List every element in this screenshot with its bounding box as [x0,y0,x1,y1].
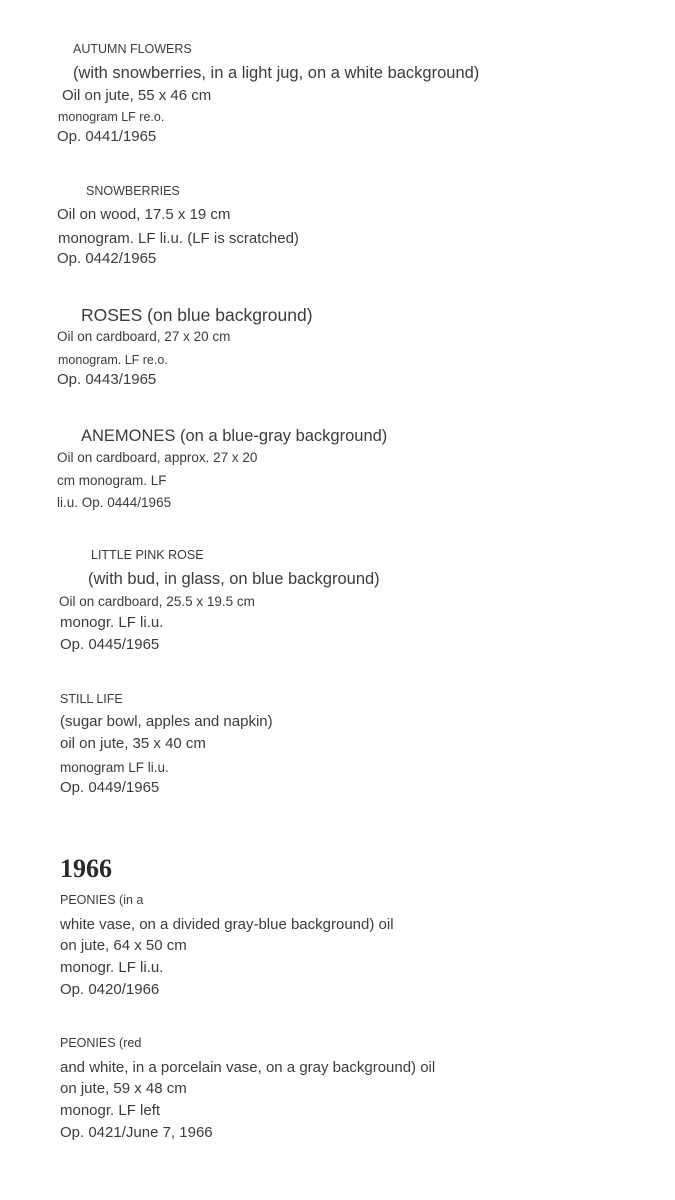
artwork-medium: Oil on wood, 17.5 x 19 cm [57,206,231,223]
artwork-medium: on jute, 64 x 50 cm [60,937,187,954]
artwork-signature: monogr. LF li.u. [60,959,164,976]
artwork-signature: monogram. LF re.o. [58,353,168,367]
artwork-medium: Oil on cardboard, 25.5 x 19.5 cm [59,594,255,609]
artwork-title: AUTUMN FLOWERS [73,42,192,56]
artwork-title: ANEMONES (on a blue-gray background) [81,427,388,445]
artwork-title: ROSES (on blue background) [81,305,313,325]
artwork-signature: monogram. LF li.u. (LF is scratched) [58,230,299,247]
artwork-description: and white, in a porcelain vase, on a gray background) oil [60,1059,436,1076]
artwork-title: PEONIES (in a [60,893,144,907]
artwork-dimensions-signature: cm monogram. LF [57,473,167,488]
artwork-description: (with bud, in glass, on blue background) [88,570,380,588]
artwork-description: (sugar bowl, apples and napkin) [60,713,273,730]
artwork-signature: monogr. LF li.u. [60,614,164,631]
artwork-opus: Op. 0443/1965 [57,371,157,388]
artwork-medium: Oil on cardboard, approx. 27 x 20 [57,450,258,465]
artwork-medium: oil on jute, 35 x 40 cm [60,735,206,752]
artwork-title: LITTLE PINK ROSE [91,548,204,562]
artwork-title: PEONIES (red [60,1036,142,1050]
artwork-opus: li.u. Op. 0444/1965 [57,495,172,510]
artwork-signature: monogram LF li.u. [60,760,169,775]
year-heading: 1966 [60,854,112,883]
artwork-medium: Oil on jute, 55 x 46 cm [62,87,212,104]
artwork-opus: Op. 0421/June 7, 1966 [60,1124,213,1141]
artwork-opus: Op. 0420/1966 [60,981,160,998]
artwork-opus: Op. 0445/1965 [60,636,160,653]
artwork-title: STILL LIFE [60,692,123,706]
artwork-title: SNOWBERRIES [86,184,180,198]
artwork-signature: monogram LF re.o. [58,110,165,124]
artwork-signature: monogr. LF left [60,1102,161,1119]
artwork-description: white vase, on a divided gray-blue background) oil [60,916,394,933]
artwork-opus: Op. 0449/1965 [60,779,160,796]
artwork-opus: Op. 0442/1965 [57,250,157,267]
artwork-opus: Op. 0441/1965 [57,128,157,145]
artwork-description: (with snowberries, in a light jug, on a white background) [73,64,480,82]
artwork-medium: Oil on cardboard, 27 x 20 cm [57,329,231,344]
artwork-medium: on jute, 59 x 48 cm [60,1080,187,1097]
